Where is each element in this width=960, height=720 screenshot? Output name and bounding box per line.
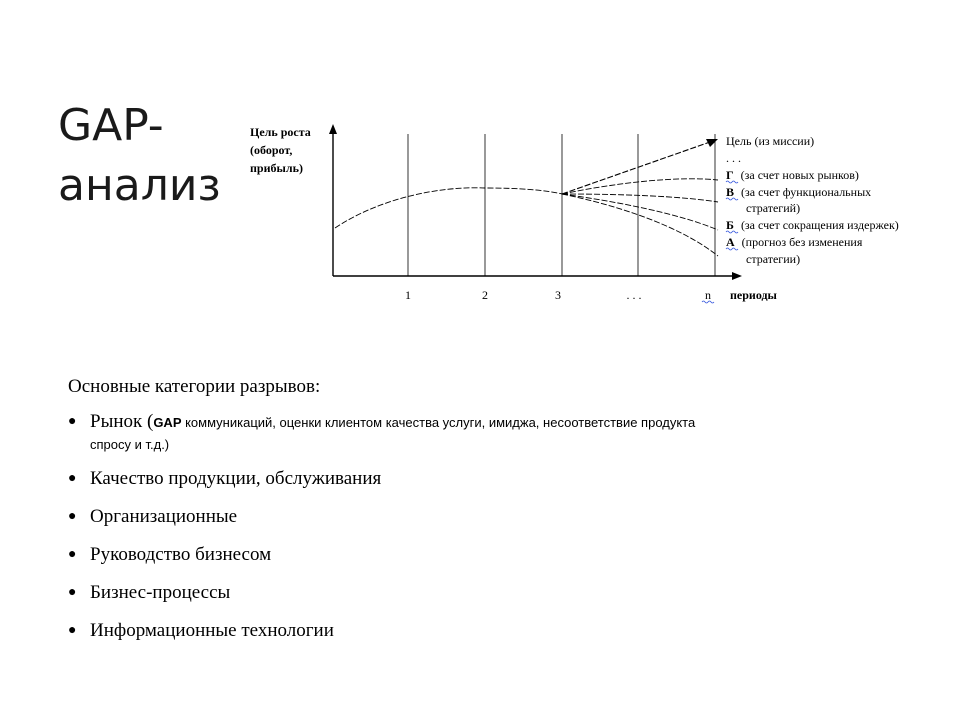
x-axis-label: периоды bbox=[730, 288, 777, 302]
slide-title bbox=[58, 96, 221, 216]
base-trend-curve bbox=[335, 188, 562, 228]
bullet-icon: ● bbox=[68, 471, 77, 486]
scenario-label-a bbox=[726, 235, 863, 249]
goal-line bbox=[562, 142, 710, 194]
scenario-label-v bbox=[726, 185, 871, 199]
x-tick-2: 2 bbox=[482, 288, 488, 302]
scenario-curve-a bbox=[562, 194, 718, 256]
gap-category-management bbox=[68, 543, 928, 567]
gap-category-it-text: Информационные технологии bbox=[90, 620, 334, 641]
x-tick-dots: . . . bbox=[626, 288, 642, 302]
scenario-label-goal: Цель (из миссии) bbox=[726, 134, 815, 148]
scenario-letter-v: В bbox=[726, 185, 735, 199]
slide-title-line2: анализ bbox=[58, 160, 221, 211]
scenario-label-dots: . . . bbox=[726, 151, 741, 165]
gap-category-quality bbox=[68, 467, 928, 491]
gap-category-market-detail-line2: спросу и т.д.) bbox=[90, 437, 170, 452]
scenario-letter-b: Б bbox=[726, 218, 734, 232]
slide-title-line1: GAP- bbox=[58, 100, 164, 151]
scenario-label-b bbox=[726, 218, 899, 232]
x-tick-n: n bbox=[705, 288, 711, 302]
gap-categories-list bbox=[68, 410, 928, 643]
scenario-label-g bbox=[726, 168, 859, 182]
bullet-icon: ● bbox=[68, 585, 77, 600]
scenario-curve-v bbox=[562, 194, 718, 202]
scenario-text-b: (за счет сокращения издержек) bbox=[740, 218, 899, 232]
scenario-curve-g bbox=[562, 179, 718, 194]
x-tick-1: 1 bbox=[405, 288, 411, 302]
bullet-icon: ● bbox=[68, 509, 77, 524]
y-axis-label-line3: прибыль) bbox=[250, 161, 303, 175]
gap-category-management-text: Руководство бизнесом bbox=[90, 544, 272, 565]
scenario-text-a: (прогноз без изменения bbox=[741, 235, 863, 249]
gap-categories bbox=[68, 374, 928, 657]
gap-category-quality-text: Качество продукции, обслуживания bbox=[90, 468, 382, 489]
gap-category-market-detail-bold: GAP bbox=[153, 415, 182, 430]
gap-analysis-diagram bbox=[240, 118, 950, 314]
y-axis-label-line2: (оборот, bbox=[250, 143, 293, 157]
scenario-text-g: (за счет новых рынков) bbox=[740, 168, 859, 182]
gap-category-it bbox=[68, 619, 928, 643]
gap-category-processes-text: Бизнес-процессы bbox=[90, 582, 231, 603]
gap-category-market bbox=[68, 410, 928, 455]
x-tick-3: 3 bbox=[555, 288, 561, 302]
y-axis-label-line1: Цель роста bbox=[250, 125, 311, 139]
x-axis-arrow bbox=[732, 272, 742, 280]
bullet-icon: ● bbox=[68, 623, 77, 638]
y-axis-arrow bbox=[329, 124, 337, 134]
bullet-icon: ● bbox=[68, 414, 77, 429]
gap-categories-heading: Основные категории разрывов: bbox=[68, 376, 321, 397]
bullet-icon: ● bbox=[68, 547, 77, 562]
gap-category-market-main: Рынок ( bbox=[90, 411, 154, 432]
gap-category-market-detail-rest: коммуникаций, оценки клиентом качества услуги, имиджа, несоответствие продукта bbox=[181, 415, 696, 430]
scenario-letter-a: А bbox=[726, 235, 735, 249]
scenario-text-v: (за счет функциональных bbox=[741, 185, 872, 199]
scenario-letter-g: Г bbox=[726, 168, 734, 182]
scenario-label-a-cont: стратегии) bbox=[746, 252, 801, 266]
gap-category-processes bbox=[68, 581, 928, 605]
gap-category-organizational-text: Организационные bbox=[90, 506, 238, 527]
gap-category-market-detail bbox=[90, 415, 928, 455]
gap-category-organizational bbox=[68, 505, 928, 529]
scenario-label-v-cont: стратегий) bbox=[746, 201, 801, 215]
